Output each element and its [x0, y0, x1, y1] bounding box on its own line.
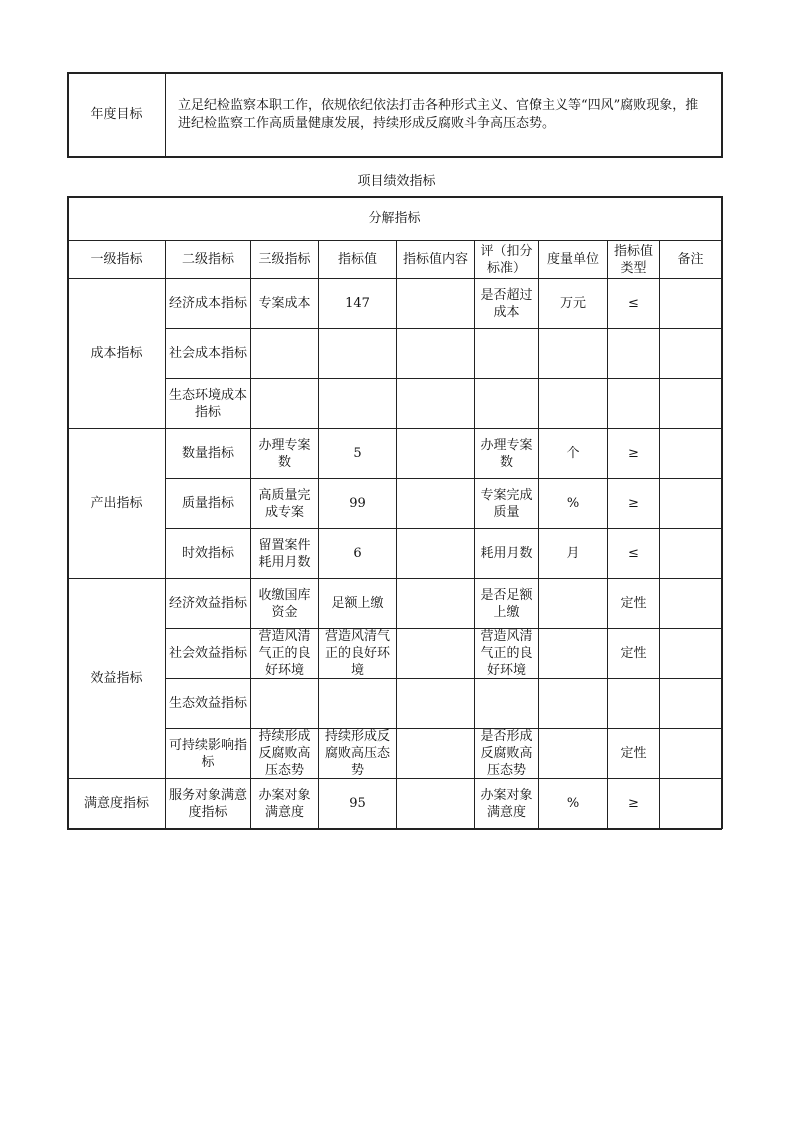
table-cell: 办案对象满意度	[480, 787, 533, 820]
table-cell	[251, 679, 318, 728]
table-cell: 95	[349, 796, 366, 811]
table-cell: 经济成本指标	[169, 296, 248, 311]
table-cell	[608, 679, 659, 728]
table-cell	[397, 329, 474, 378]
table-cell	[608, 379, 659, 428]
annual-goal-label: 年度目标	[90, 107, 143, 122]
table-cell: 高质量完成专案	[258, 487, 311, 520]
table-rule	[607, 278, 608, 829]
table-cell: 耗用月数	[480, 546, 533, 561]
table-cell	[251, 379, 318, 428]
table-cell: 99	[349, 496, 366, 511]
table-cell	[397, 429, 474, 478]
table-cell	[660, 679, 721, 728]
table-rule	[250, 278, 251, 829]
table-cell: 147	[345, 296, 370, 311]
table-cell: 持续形成反腐败高压态势	[324, 729, 390, 778]
table-rule	[165, 278, 166, 829]
table-cell: 社会效益指标	[169, 646, 248, 661]
table-cell: 6	[353, 546, 362, 561]
table-cell	[397, 779, 474, 828]
table-cell: 生态环境成本指标	[169, 387, 248, 420]
column-header: 度量单位	[546, 252, 599, 267]
table-cell: 质量指标	[181, 496, 234, 511]
table-cell	[539, 329, 607, 378]
column-header: 指标值内容	[402, 252, 468, 267]
table-rule	[318, 278, 319, 829]
table-cell	[397, 629, 474, 678]
table-rule	[659, 278, 660, 829]
table-cell	[660, 629, 721, 678]
table-cell	[397, 379, 474, 428]
table-cell: 专案完成质量	[480, 487, 533, 520]
table-cell: 个	[566, 446, 580, 461]
table-cell: 生态效益指标	[169, 696, 248, 711]
table-cell	[539, 729, 607, 778]
column-header: 指标值类型	[613, 243, 653, 276]
table-rule	[396, 278, 397, 829]
table-cell: 定性	[620, 646, 647, 661]
table-cell: 办理专案数	[480, 437, 533, 470]
table-cell	[539, 579, 607, 628]
table-cell: 留置案件耗用月数	[258, 537, 311, 570]
table-cell	[397, 579, 474, 628]
table-cell: 专案成本	[258, 296, 311, 311]
column-header: 二级指标	[181, 252, 234, 267]
column-header: 评（扣分标准）	[480, 243, 533, 276]
table-cell	[397, 679, 474, 728]
table-cell: 收缴国库资金	[258, 587, 311, 620]
table-cell	[660, 729, 721, 778]
table-cell: 月	[566, 546, 580, 561]
table-cell	[397, 479, 474, 528]
level1-indicator: 成本指标	[90, 346, 143, 361]
table-cell	[397, 279, 474, 328]
table-rule	[721, 196, 723, 829]
column-header: 指标值	[337, 252, 377, 267]
table-cell: 定性	[620, 746, 647, 761]
table-cell: 时效指标	[181, 546, 234, 561]
table-cell	[660, 479, 721, 528]
table-cell	[539, 679, 607, 728]
table-cell: ≤	[628, 296, 639, 311]
table-cell: 是否形成反腐败高压态势	[480, 729, 533, 778]
table-cell: 办理专案数	[258, 437, 311, 470]
column-header: 备注	[677, 252, 704, 267]
table-cell: 5	[353, 446, 362, 461]
table-cell	[660, 529, 721, 578]
table-cell: 是否足额上缴	[480, 587, 533, 620]
table-cell	[660, 579, 721, 628]
table-cell: 是否超过成本	[480, 287, 533, 320]
table-cell: 可持续影响指标	[169, 737, 248, 770]
table-cell	[397, 729, 474, 778]
table-cell: %	[566, 496, 580, 511]
table-cell: 经济效益指标	[169, 596, 248, 611]
table-cell: 社会成本指标	[169, 346, 248, 361]
table-cell: 营造风清气正的良好环境	[258, 629, 311, 678]
section-title: 项目绩效指标	[357, 173, 436, 189]
table-cell	[475, 379, 538, 428]
table-cell	[660, 779, 721, 828]
table-cell	[660, 379, 721, 428]
level1-indicator: 满意度指标	[83, 796, 149, 811]
table-cell: 办案对象满意度	[258, 787, 311, 820]
table-cell: ≤	[628, 546, 639, 561]
table-cell: %	[566, 796, 580, 811]
table-cell: 营造风清气正的良好环境	[324, 629, 390, 678]
level1-indicator: 产出指标	[90, 496, 143, 511]
table-cell: 数量指标	[181, 446, 234, 461]
table-cell	[539, 379, 607, 428]
table-cell: ≥	[628, 796, 639, 811]
table-cell: 足额上缴	[331, 596, 384, 611]
table-cell	[608, 329, 659, 378]
table-cell	[660, 429, 721, 478]
table-cell: 服务对象满意度指标	[169, 787, 248, 820]
table-cell	[319, 679, 396, 728]
level1-indicator: 效益指标	[90, 671, 143, 686]
table-cell: 万元	[559, 296, 586, 311]
table-cell	[475, 329, 538, 378]
table-cell: 持续形成反腐败高压态势	[258, 729, 311, 778]
table-cell: 定性	[620, 596, 647, 611]
table-cell: 营造风清气正的良好环境	[480, 629, 533, 678]
table-cell	[319, 379, 396, 428]
table-banner: 分解指标	[368, 211, 421, 226]
column-header: 三级指标	[258, 252, 311, 267]
table-cell	[397, 529, 474, 578]
table-cell: ≥	[628, 496, 639, 511]
table-cell	[660, 279, 721, 328]
table-cell	[539, 629, 607, 678]
annual-goal-content: 立足纪检监察本职工作，依规依纪依法打击各种形式主义、官僚主义等“四风”腐败现象，推进纪检监察工作高质量健康发展，持续形成反腐败斗争高压态势。	[178, 97, 699, 131]
table-rule	[538, 278, 539, 829]
table-cell	[319, 329, 396, 378]
column-header: 一级指标	[90, 252, 143, 267]
table-rule	[474, 278, 475, 829]
table-cell	[475, 679, 538, 728]
table-cell	[660, 329, 721, 378]
table-cell: ≥	[628, 446, 639, 461]
table-cell	[251, 329, 318, 378]
